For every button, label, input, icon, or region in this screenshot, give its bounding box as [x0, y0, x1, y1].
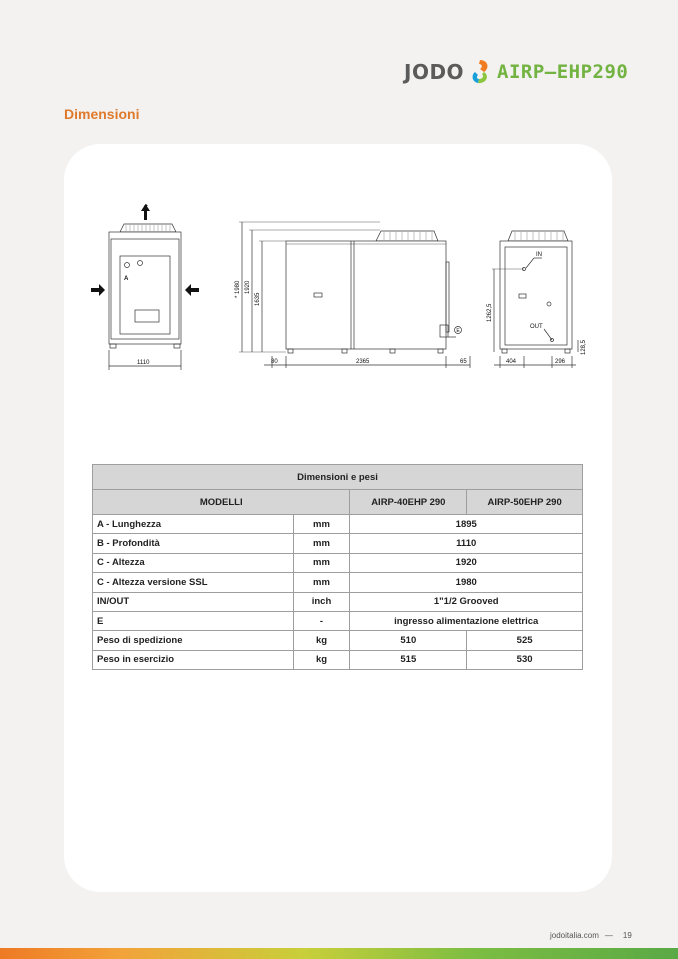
row-value: 1110	[350, 534, 583, 553]
row-value-model-1: 515	[350, 650, 467, 669]
row-unit: inch	[293, 592, 350, 611]
row-unit: kg	[293, 631, 350, 650]
brand-name: JODO	[404, 60, 465, 84]
rear-view	[487, 231, 587, 368]
table-row	[93, 650, 583, 669]
row-value: 1"1/2 Grooved	[350, 592, 583, 611]
table-title-row	[93, 465, 583, 490]
header-model-2: AIRP-50EHP 290	[467, 490, 583, 515]
dim-404: 404	[506, 359, 517, 365]
bottom-gradient-bar	[0, 948, 678, 959]
table-row	[93, 553, 583, 572]
row-unit: mm	[293, 515, 350, 534]
dim-2365: 2365	[356, 359, 370, 365]
footer-site[interactable]: jodoitalia.com	[550, 931, 599, 940]
row-unit: -	[293, 611, 350, 630]
content-card	[64, 144, 612, 892]
airflow-in-left-arrow-icon	[91, 284, 105, 296]
row-label: IN/OUT	[93, 592, 294, 611]
height-dim-1920: 1920	[245, 280, 251, 294]
table-row	[93, 611, 583, 630]
airflow-in-right-arrow-icon	[185, 284, 199, 296]
row-unit: mm	[293, 573, 350, 592]
height-dim-ssl: * 1980	[235, 280, 241, 298]
row-label: A - Lunghezza	[93, 515, 294, 534]
row-label: E	[93, 611, 294, 630]
header-model-1: AIRP-40EHP 290	[350, 490, 467, 515]
table-row	[93, 592, 583, 611]
row-unit: mm	[293, 534, 350, 553]
row-label: Peso in esercizio	[93, 650, 294, 669]
label-a: A	[124, 276, 129, 282]
dim-296: 296	[555, 359, 566, 365]
table-row	[93, 515, 583, 534]
row-value: 1895	[350, 515, 583, 534]
row-value: ingresso alimentazione elettrica	[350, 611, 583, 630]
dimensions-weights-table	[92, 464, 583, 670]
label-out: OUT	[530, 324, 543, 330]
side-view	[235, 222, 470, 368]
front-width-dim: 1110	[137, 360, 150, 366]
row-value: 1920	[350, 553, 583, 572]
height-dim-out: 128,5	[581, 339, 587, 355]
height-dim-1635: 1635	[255, 292, 261, 306]
brand-model: AIRP–EHP290	[497, 61, 629, 83]
table-row	[93, 631, 583, 650]
dim-65: 65	[460, 359, 467, 365]
row-label: B - Profondità	[93, 534, 294, 553]
row-unit: kg	[293, 650, 350, 669]
table-row	[93, 573, 583, 592]
footer-separator: —	[604, 931, 613, 940]
row-label: C - Altezza versione SSL	[93, 573, 294, 592]
section-title: Dimensioni	[64, 106, 140, 122]
row-value-model-2: 525	[467, 631, 583, 650]
row-label: C - Altezza	[93, 553, 294, 572]
row-unit: mm	[293, 553, 350, 572]
table-row	[93, 534, 583, 553]
page-footer	[550, 931, 632, 940]
table-title: Dimensioni e pesi	[93, 465, 583, 490]
header-models: MODELLI	[93, 490, 350, 515]
label-in: IN	[536, 252, 542, 258]
dim-80: 80	[271, 359, 278, 365]
technical-drawing	[64, 144, 612, 404]
table-header-row	[93, 490, 583, 515]
row-value: 1980	[350, 573, 583, 592]
page-number: 19	[622, 931, 632, 940]
brand-logo-icon	[466, 58, 494, 86]
front-view	[91, 204, 199, 370]
row-value-model-1: 510	[350, 631, 467, 650]
row-value-model-2: 530	[467, 650, 583, 669]
marker-e: E	[456, 328, 460, 334]
brand-header	[404, 56, 628, 88]
row-label: Peso di spedizione	[93, 631, 294, 650]
height-dim-in: 1262,5	[487, 303, 493, 322]
